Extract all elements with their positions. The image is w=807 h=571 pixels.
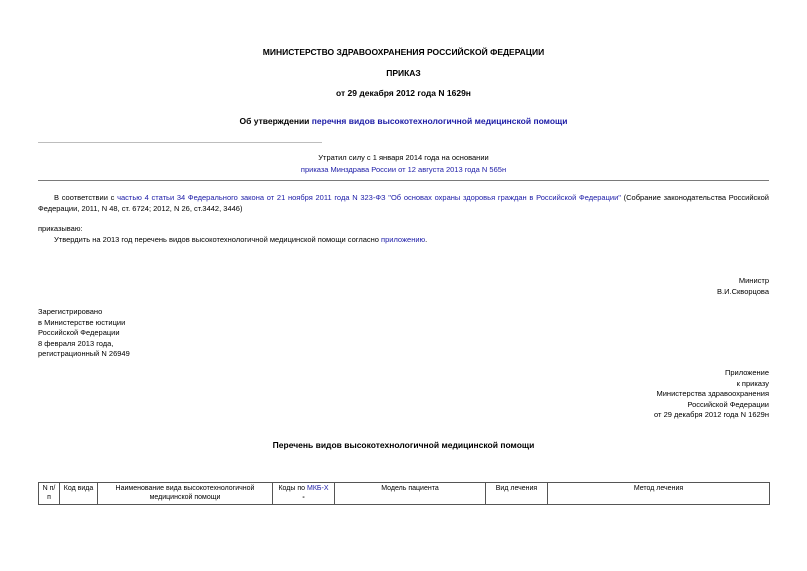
appendix-line: Российской Федерации bbox=[687, 399, 769, 409]
registration-line: в Министерстве юстиции bbox=[38, 317, 126, 327]
ministry-heading: МИНИСТЕРСТВО ЗДРАВООХРАНЕНИЯ РОССИЙСКОЙ ФЕДЕРАЦИИ bbox=[262, 47, 545, 57]
appendix-line: от 29 декабря 2012 года N 1629н bbox=[654, 410, 769, 419]
appendix-line: Приложение bbox=[725, 368, 769, 377]
header-mkb-codes bbox=[273, 483, 335, 505]
header-mkb-label: Коды по bbox=[278, 485, 307, 492]
registration-line: Российской Федерации bbox=[38, 328, 120, 337]
mkb-mark: - bbox=[302, 494, 305, 501]
signature-role: Министр bbox=[738, 276, 769, 285]
appendix-block bbox=[654, 368, 769, 421]
document-title-link[interactable]: перечня видов высокотехнологичной медицинской помощи bbox=[311, 116, 568, 126]
header-number: N п/п bbox=[39, 483, 60, 505]
list-title: Перечень видов высокотехнологичной медицинской помощи bbox=[272, 440, 535, 450]
header-treatment-method: Метод лечения bbox=[548, 483, 770, 505]
registration-line: 8 февраля 2013 года, bbox=[38, 338, 114, 348]
header-patient-model: Модель пациента bbox=[335, 483, 486, 505]
federal-law-link[interactable]: частью 4 статьи 34 Федерального закона от 21 ноября 2011 года N 323-ФЗ "Об основах охраны здоровья граждан в Российской Федерации" bbox=[117, 193, 621, 202]
order-paragraph bbox=[54, 235, 427, 244]
appendix-line: Министерства здравоохранения bbox=[656, 389, 769, 398]
preamble-text-before: В соответствии с bbox=[54, 193, 118, 202]
registration-line: Зарегистрировано bbox=[38, 307, 103, 316]
status-note-link[interactable]: приказа Минздрава России от 12 августа 2013 года N 565н bbox=[300, 165, 507, 174]
header-code: Код вида bbox=[60, 483, 98, 505]
document-title bbox=[0, 116, 807, 126]
procedures-table bbox=[38, 482, 770, 505]
signature-name: В.И.Скворцова bbox=[717, 286, 769, 296]
table-header-row bbox=[39, 483, 770, 505]
divider-short bbox=[38, 142, 322, 143]
document-type: ПРИКАЗ bbox=[386, 68, 421, 78]
preamble-text-after: (Собрание законодательства Российской Федерации, 2011, N 48, ст. 6724; 2012, N 26, ст.3442, 3446) bbox=[38, 193, 769, 213]
status-note-line1: Утратил силу с 1 января 2014 года на основании bbox=[318, 153, 489, 162]
order-word: приказываю: bbox=[38, 224, 83, 233]
order-text-after: . bbox=[425, 235, 428, 244]
signature-block bbox=[717, 276, 769, 297]
registration-block bbox=[38, 307, 130, 360]
appendix-link[interactable]: приложению bbox=[381, 235, 426, 244]
appendix-line: к приказу bbox=[736, 378, 769, 388]
registration-line: регистрационный N 26949 bbox=[38, 349, 130, 358]
document-date-number: от 29 декабря 2012 года N 1629н bbox=[336, 88, 471, 98]
preamble-paragraph bbox=[38, 192, 769, 214]
order-text-before: Утвердить на 2013 год перечень видов высокотехнологичной медицинской помощи согласно bbox=[54, 235, 382, 244]
header-name: Наименование вида высокотехнологичной медицинской помощи bbox=[98, 483, 273, 505]
mkb-link[interactable]: МКБ-Х bbox=[307, 485, 329, 492]
divider-long bbox=[38, 180, 769, 181]
header-treatment-type: Вид лечения bbox=[486, 483, 548, 505]
document-title-prefix: Об утверждении bbox=[239, 116, 312, 126]
